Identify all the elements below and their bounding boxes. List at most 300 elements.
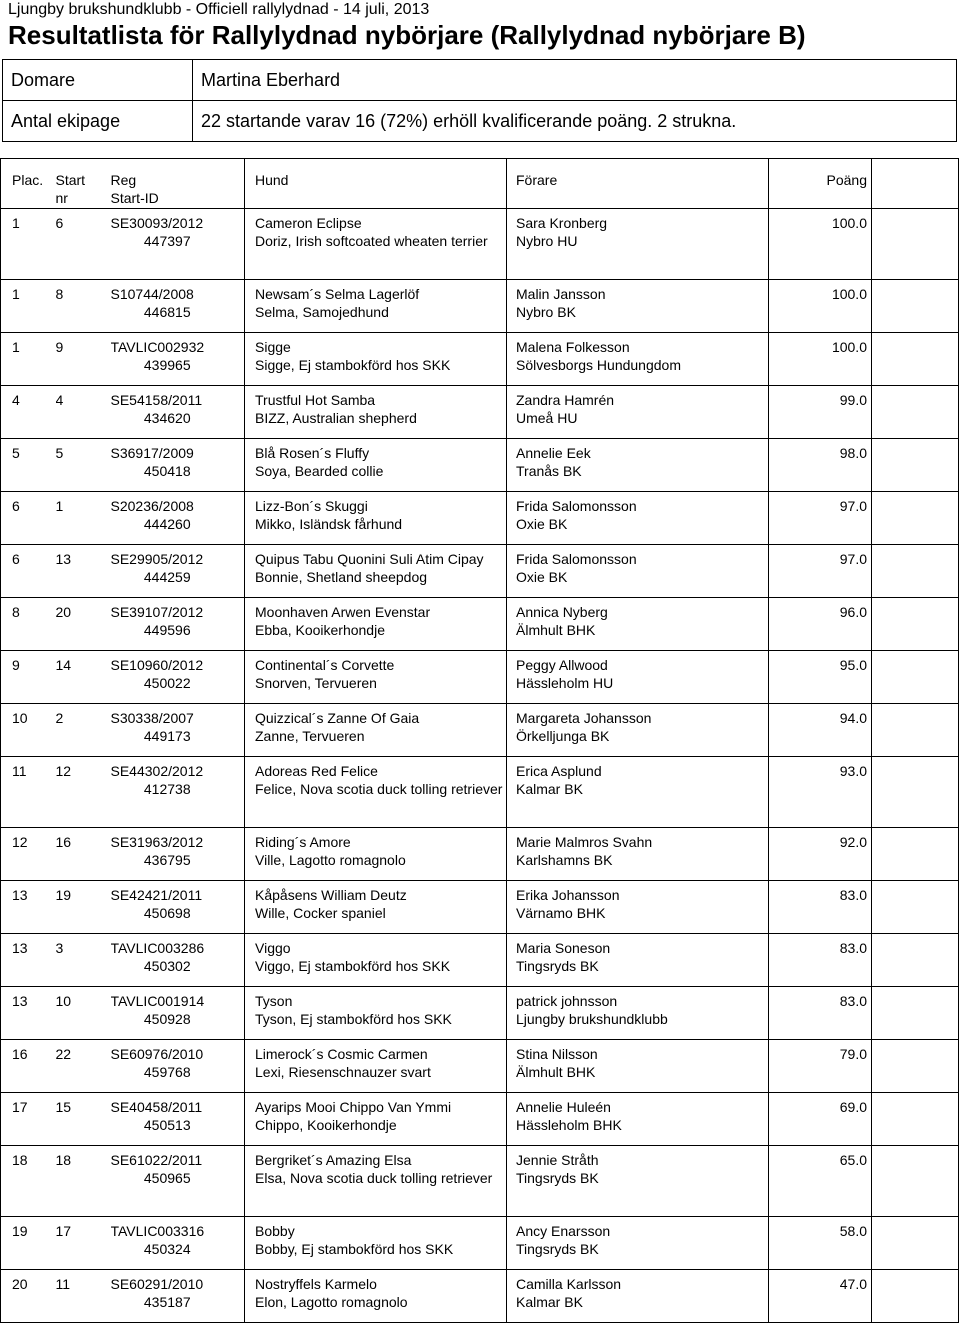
dog-cell xyxy=(245,545,507,598)
handler-club: Kalmar BK xyxy=(516,780,583,797)
points-cell: 83.0 xyxy=(769,881,872,934)
points-cell: 83.0 xyxy=(769,934,872,987)
handler-name: Malin Jansson xyxy=(516,286,606,302)
handler-cell xyxy=(507,598,769,651)
handler-name: Sara Kronberg xyxy=(516,215,608,231)
reg-cell xyxy=(111,439,245,492)
reg-cell xyxy=(111,280,245,333)
handler-name: Annelie Eek xyxy=(516,445,591,461)
points-cell: 100.0 xyxy=(769,333,872,386)
handler-club: Tingsryds BK xyxy=(516,1240,599,1257)
table-row xyxy=(1,757,959,828)
start-nr-cell: 3 xyxy=(56,934,111,987)
place-cell: 13 xyxy=(1,934,56,987)
handler-cell xyxy=(507,386,769,439)
handler-club: Umeå HU xyxy=(516,409,578,426)
points-cell: 100.0 xyxy=(769,209,872,280)
dog-info: Mikko, Isländsk fårhund xyxy=(255,515,403,532)
dog-name: Sigge xyxy=(255,339,291,355)
reg-number: SE39107/2012 xyxy=(110,604,204,620)
reg-cell xyxy=(111,598,245,651)
empty-cell xyxy=(872,704,959,757)
place-cell: 16 xyxy=(1,1040,56,1093)
dog-cell xyxy=(245,1093,507,1146)
place-cell: 5 xyxy=(1,439,56,492)
col-header-start xyxy=(56,159,111,209)
start-id: 449596 xyxy=(143,621,191,638)
place-cell: 8 xyxy=(1,598,56,651)
place-cell: 4 xyxy=(1,386,56,439)
start-id: 439965 xyxy=(143,356,191,373)
start-id: 412738 xyxy=(143,780,191,797)
handler-cell xyxy=(507,1093,769,1146)
dog-cell xyxy=(245,828,507,881)
handler-club: Sölvesborgs Hundungdom xyxy=(516,356,681,373)
handler-name: Margareta Johansson xyxy=(516,710,652,726)
empty-cell xyxy=(872,651,959,704)
dog-name: Kåpåsens William Deutz xyxy=(255,887,407,903)
reg-number: SE31963/2012 xyxy=(110,834,204,850)
reg-cell xyxy=(111,1093,245,1146)
reg-cell xyxy=(111,333,245,386)
start-nr-cell: 17 xyxy=(56,1217,111,1270)
handler-cell xyxy=(507,1217,769,1270)
reg-cell xyxy=(111,1217,245,1270)
points-cell: 96.0 xyxy=(769,598,872,651)
place-cell: 12 xyxy=(1,828,56,881)
handler-name: Annelie Huleén xyxy=(516,1099,611,1115)
table-row xyxy=(1,1270,959,1323)
table-row xyxy=(1,704,959,757)
handler-cell xyxy=(507,828,769,881)
dog-cell xyxy=(245,1270,507,1323)
reg-number: S30338/2007 xyxy=(110,710,194,726)
event-subtitle: Ljungby brukshundklubb - Officiell rallylydnad - 14 juli, 2013 xyxy=(8,1,430,18)
handler-cell xyxy=(507,492,769,545)
reg-number: SE60291/2010 xyxy=(110,1276,204,1292)
dog-cell xyxy=(245,651,507,704)
handler-club: Karlshamns BK xyxy=(516,851,613,868)
judge-row xyxy=(3,60,957,101)
col-header-handler: Förare xyxy=(507,159,769,209)
handler-name: Peggy Allwood xyxy=(516,657,608,673)
dog-name: Tyson xyxy=(255,993,293,1009)
handler-club: Ljungby brukshundklubb xyxy=(516,1010,668,1027)
start-id: 444260 xyxy=(143,515,191,532)
dog-name: Lizz-Bon´s Skuggi xyxy=(255,498,368,514)
dog-info: Elon, Lagotto romagnolo xyxy=(255,1293,408,1310)
empty-cell xyxy=(872,1270,959,1323)
teams-row xyxy=(3,101,957,142)
reg-cell xyxy=(111,1270,245,1323)
handler-club: Oxie BK xyxy=(516,568,568,585)
start-id: 450022 xyxy=(143,674,191,691)
handler-cell xyxy=(507,757,769,828)
reg-number: SE10960/2012 xyxy=(110,657,204,673)
dog-info: Soya, Bearded collie xyxy=(255,462,384,479)
place-cell: 1 xyxy=(1,209,56,280)
handler-name: Malena Folkesson xyxy=(516,339,630,355)
handler-cell xyxy=(507,1270,769,1323)
handler-club: Älmhult BHK xyxy=(516,1063,596,1080)
start-nr-cell: 13 xyxy=(56,545,111,598)
dog-name: Trustful Hot Samba xyxy=(255,392,376,408)
reg-number: S20236/2008 xyxy=(110,498,194,514)
dog-info: Tyson, Ej stambokförd hos SKK xyxy=(255,1010,452,1027)
start-id: 434620 xyxy=(143,409,191,426)
start-id: 450324 xyxy=(143,1240,191,1257)
start-nr-cell: 2 xyxy=(56,704,111,757)
points-cell: 58.0 xyxy=(769,1217,872,1270)
dog-cell xyxy=(245,757,507,828)
empty-cell xyxy=(872,1217,959,1270)
start-nr-cell: 1 xyxy=(56,492,111,545)
judge-value: Martina Eberhard xyxy=(193,60,957,101)
place-cell: 13 xyxy=(1,987,56,1040)
start-id: 450513 xyxy=(143,1116,191,1133)
handler-name: Zandra Hamrén xyxy=(516,392,615,408)
teams-label: Antal ekipage xyxy=(3,101,193,142)
reg-cell xyxy=(111,704,245,757)
table-row xyxy=(1,828,959,881)
handler-name: Erica Asplund xyxy=(516,763,602,779)
dog-info: Sigge, Ej stambokförd hos SKK xyxy=(255,356,451,373)
handler-club: Älmhult BHK xyxy=(516,621,596,638)
reg-cell xyxy=(111,386,245,439)
handler-name: Maria Soneson xyxy=(516,940,611,956)
dog-info: Viggo, Ej stambokförd hos SKK xyxy=(255,957,451,974)
dog-name: Nostryffels Karmelo xyxy=(255,1276,377,1292)
dog-cell xyxy=(245,1146,507,1217)
col-header-start-id: Start-ID xyxy=(110,189,159,206)
handler-cell xyxy=(507,209,769,280)
handler-name: Frida Salomonsson xyxy=(516,498,637,514)
start-id: 446815 xyxy=(143,303,191,320)
empty-cell xyxy=(872,934,959,987)
reg-number: SE60976/2010 xyxy=(110,1046,204,1062)
dog-info: Bobby, Ej stambokförd hos SKK xyxy=(255,1240,454,1257)
dog-name: Ayarips Mooi Chippo Van Ymmi xyxy=(255,1099,452,1115)
empty-cell xyxy=(872,598,959,651)
col-header-points: Poäng xyxy=(769,159,872,209)
dog-cell xyxy=(245,439,507,492)
handler-club: Nybro BK xyxy=(516,303,576,320)
start-nr-cell: 20 xyxy=(56,598,111,651)
handler-club: Tingsryds BK xyxy=(516,957,599,974)
reg-number: TAVLIC002932 xyxy=(110,339,205,355)
handler-name: Erika Johansson xyxy=(516,887,620,903)
dog-cell xyxy=(245,987,507,1040)
reg-cell xyxy=(111,987,245,1040)
reg-cell xyxy=(111,828,245,881)
header-row xyxy=(1,159,959,209)
dog-name: Blå Rosen´s Fluffy xyxy=(255,445,370,461)
empty-cell xyxy=(872,386,959,439)
handler-club: Nybro HU xyxy=(516,232,578,249)
dog-cell xyxy=(245,333,507,386)
table-row xyxy=(1,1217,959,1270)
points-cell: 97.0 xyxy=(769,492,872,545)
start-nr-cell: 22 xyxy=(56,1040,111,1093)
place-cell: 10 xyxy=(1,704,56,757)
col-header-start-nr: nr xyxy=(55,189,68,206)
handler-name: patrick johnsson xyxy=(516,993,618,1009)
dog-info: Ebba, Kooikerhondje xyxy=(255,621,385,638)
reg-number: TAVLIC003286 xyxy=(110,940,205,956)
table-row xyxy=(1,209,959,280)
reg-cell xyxy=(111,757,245,828)
handler-club: Kalmar BK xyxy=(516,1293,583,1310)
handler-name: Marie Malmros Svahn xyxy=(516,834,653,850)
reg-number: S10744/2008 xyxy=(110,286,194,302)
reg-cell xyxy=(111,881,245,934)
col-header-empty xyxy=(872,159,959,209)
dog-name: Quipus Tabu Quonini Suli Atim Cipay xyxy=(255,551,484,567)
handler-cell xyxy=(507,545,769,598)
dog-cell xyxy=(245,598,507,651)
reg-cell xyxy=(111,651,245,704)
start-nr-cell: 6 xyxy=(56,209,111,280)
place-cell: 11 xyxy=(1,757,56,828)
table-row xyxy=(1,1093,959,1146)
col-header-place: Plac. xyxy=(1,159,56,209)
place-cell: 6 xyxy=(1,545,56,598)
dog-info: BIZZ, Australian shepherd xyxy=(255,409,417,426)
handler-cell xyxy=(507,881,769,934)
place-cell: 1 xyxy=(1,280,56,333)
handler-club: Hässleholm HU xyxy=(516,674,614,691)
handler-club: Tingsryds BK xyxy=(516,1169,599,1186)
dog-name: Cameron Eclipse xyxy=(255,215,362,231)
dog-name: Viggo xyxy=(255,940,291,956)
place-cell: 17 xyxy=(1,1093,56,1146)
start-nr-cell: 5 xyxy=(56,439,111,492)
reg-number: SE40458/2011 xyxy=(110,1099,203,1115)
empty-cell xyxy=(872,987,959,1040)
points-cell: 69.0 xyxy=(769,1093,872,1146)
dog-cell xyxy=(245,934,507,987)
dog-cell xyxy=(245,386,507,439)
start-nr-cell: 9 xyxy=(56,333,111,386)
reg-cell xyxy=(111,545,245,598)
points-cell: 94.0 xyxy=(769,704,872,757)
empty-cell xyxy=(872,757,959,828)
table-row xyxy=(1,439,959,492)
dog-info: Ville, Lagotto romagnolo xyxy=(255,851,406,868)
table-row xyxy=(1,1040,959,1093)
handler-name: Annica Nyberg xyxy=(516,604,608,620)
place-cell: 9 xyxy=(1,651,56,704)
dog-cell xyxy=(245,209,507,280)
empty-cell xyxy=(872,881,959,934)
handler-club: Örkelljunga BK xyxy=(516,727,610,744)
dog-info: Elsa, Nova scotia duck tolling retriever xyxy=(255,1169,493,1186)
points-cell: 99.0 xyxy=(769,386,872,439)
dog-name: Adoreas Red Felice xyxy=(255,763,378,779)
start-nr-cell: 19 xyxy=(56,881,111,934)
reg-number: SE44302/2012 xyxy=(110,763,204,779)
handler-name: Camilla Karlsson xyxy=(516,1276,622,1292)
reg-number: TAVLIC001914 xyxy=(110,993,205,1009)
reg-cell xyxy=(111,1146,245,1217)
start-id: 444259 xyxy=(143,568,191,585)
dog-cell xyxy=(245,280,507,333)
handler-name: Ancy Enarsson xyxy=(516,1223,611,1239)
reg-number: SE42421/2011 xyxy=(110,887,203,903)
place-cell: 19 xyxy=(1,1217,56,1270)
empty-cell xyxy=(872,1040,959,1093)
table-row xyxy=(1,934,959,987)
start-id: 450698 xyxy=(143,904,191,921)
dog-cell xyxy=(245,492,507,545)
start-nr-cell: 8 xyxy=(56,280,111,333)
reg-cell xyxy=(111,492,245,545)
handler-club: Värnamo BHK xyxy=(516,904,606,921)
empty-cell xyxy=(872,439,959,492)
start-nr-cell: 16 xyxy=(56,828,111,881)
dog-info: Snorven, Tervueren xyxy=(255,674,377,691)
empty-cell xyxy=(872,333,959,386)
handler-cell xyxy=(507,987,769,1040)
reg-number: TAVLIC003316 xyxy=(110,1223,205,1239)
dog-info: Wille, Cocker spaniel xyxy=(255,904,386,921)
handler-cell xyxy=(507,333,769,386)
judge-label: Domare xyxy=(3,60,193,101)
empty-cell xyxy=(872,1146,959,1217)
col-header-start-label: Start xyxy=(55,172,86,188)
place-cell: 18 xyxy=(1,1146,56,1217)
table-row xyxy=(1,1146,959,1217)
reg-cell xyxy=(111,1040,245,1093)
reg-number: SE29905/2012 xyxy=(110,551,204,567)
dog-name: Newsam´s Selma Lagerlöf xyxy=(255,286,420,302)
empty-cell xyxy=(872,209,959,280)
table-row xyxy=(1,881,959,934)
points-cell: 47.0 xyxy=(769,1270,872,1323)
start-id: 450302 xyxy=(143,957,191,974)
handler-club: Tranås BK xyxy=(516,462,582,479)
handler-cell xyxy=(507,704,769,757)
points-cell: 83.0 xyxy=(769,987,872,1040)
empty-cell xyxy=(872,280,959,333)
handler-club: Oxie BK xyxy=(516,515,568,532)
dog-info: Chippo, Kooikerhondje xyxy=(255,1116,397,1133)
dog-name: Riding´s Amore xyxy=(255,834,351,850)
dog-name: Moonhaven Arwen Evenstar xyxy=(255,604,431,620)
dog-name: Bergriket´s Amazing Elsa xyxy=(255,1152,412,1168)
start-id: 459768 xyxy=(143,1063,191,1080)
points-cell: 79.0 xyxy=(769,1040,872,1093)
page-title: Resultatlista för Rallylydnad nybörjare (Rallylydnad nybörjare B) xyxy=(8,20,806,50)
start-nr-cell: 15 xyxy=(56,1093,111,1146)
handler-name: Stina Nilsson xyxy=(516,1046,598,1062)
start-id: 447397 xyxy=(143,232,191,249)
handler-club: Hässleholm BHK xyxy=(516,1116,622,1133)
start-id: 449173 xyxy=(143,727,191,744)
dog-name: Continental´s Corvette xyxy=(255,657,395,673)
table-row xyxy=(1,987,959,1040)
points-cell: 100.0 xyxy=(769,280,872,333)
dog-info: Doriz, Irish softcoated wheaten terrier xyxy=(255,232,488,249)
place-cell: 1 xyxy=(1,333,56,386)
points-cell: 98.0 xyxy=(769,439,872,492)
table-row xyxy=(1,545,959,598)
start-id: 450418 xyxy=(143,462,191,479)
reg-number: S36917/2009 xyxy=(110,445,194,461)
handler-cell xyxy=(507,439,769,492)
reg-cell xyxy=(111,209,245,280)
points-cell: 97.0 xyxy=(769,545,872,598)
reg-number: SE54158/2011 xyxy=(110,392,203,408)
dog-cell xyxy=(245,881,507,934)
dog-name: Limerock´s Cosmic Carmen xyxy=(255,1046,428,1062)
start-nr-cell: 12 xyxy=(56,757,111,828)
empty-cell xyxy=(872,492,959,545)
empty-cell xyxy=(872,1093,959,1146)
handler-name: Frida Salomonsson xyxy=(516,551,637,567)
reg-cell xyxy=(111,934,245,987)
table-row xyxy=(1,386,959,439)
dog-info: Bonnie, Shetland sheepdog xyxy=(255,568,428,585)
place-cell: 20 xyxy=(1,1270,56,1323)
dog-cell xyxy=(245,704,507,757)
col-header-dog: Hund xyxy=(245,159,507,209)
dog-info: Zanne, Tervueren xyxy=(255,727,365,744)
points-cell: 92.0 xyxy=(769,828,872,881)
start-nr-cell: 18 xyxy=(56,1146,111,1217)
place-cell: 13 xyxy=(1,881,56,934)
handler-cell xyxy=(507,1040,769,1093)
dog-cell xyxy=(245,1217,507,1270)
info-table xyxy=(2,59,957,142)
empty-cell xyxy=(872,545,959,598)
dog-info: Lexi, Riesenschnauzer svart xyxy=(255,1063,431,1080)
teams-value: 22 startande varav 16 (72%) erhöll kvalificerande poäng. 2 strukna. xyxy=(193,101,957,142)
results-table xyxy=(0,158,959,1323)
start-id: 435187 xyxy=(143,1293,191,1310)
points-cell: 95.0 xyxy=(769,651,872,704)
col-header-reg-label: Reg xyxy=(110,172,137,188)
table-row xyxy=(1,333,959,386)
place-cell: 6 xyxy=(1,492,56,545)
start-nr-cell: 11 xyxy=(56,1270,111,1323)
dog-cell xyxy=(245,1040,507,1093)
dog-info: Felice, Nova scotia duck tolling retriever xyxy=(255,780,503,797)
dog-name: Bobby xyxy=(255,1223,295,1239)
reg-number: SE61022/2011 xyxy=(110,1152,203,1168)
start-id: 450965 xyxy=(143,1169,191,1186)
table-row xyxy=(1,651,959,704)
dog-info: Selma, Samojedhund xyxy=(255,303,389,320)
table-row xyxy=(1,280,959,333)
points-cell: 65.0 xyxy=(769,1146,872,1217)
start-nr-cell: 4 xyxy=(56,386,111,439)
handler-cell xyxy=(507,1146,769,1217)
col-header-reg xyxy=(111,159,245,209)
handler-cell xyxy=(507,280,769,333)
start-id: 436795 xyxy=(143,851,191,868)
handler-cell xyxy=(507,651,769,704)
dog-name: Quizzical´s Zanne Of Gaia xyxy=(255,710,420,726)
start-id: 450928 xyxy=(143,1010,191,1027)
handler-cell xyxy=(507,934,769,987)
table-row xyxy=(1,492,959,545)
reg-number: SE30093/2012 xyxy=(110,215,204,231)
handler-name: Jennie Stråth xyxy=(516,1152,599,1168)
start-nr-cell: 14 xyxy=(56,651,111,704)
empty-cell xyxy=(872,828,959,881)
table-row xyxy=(1,598,959,651)
